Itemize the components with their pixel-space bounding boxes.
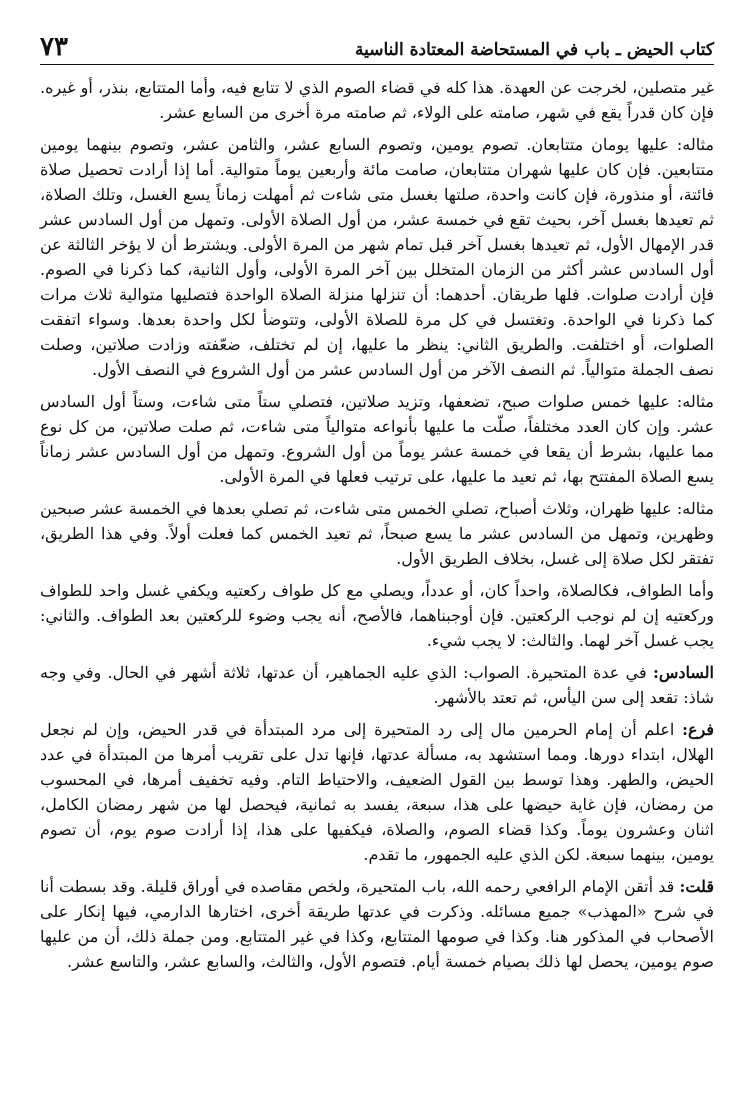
paragraph-text: مثاله: عليها خمس صلوات صبح، تضعفها، وتزيد صلاتين، فتصلي ستاً متى شاءت، وستاً أول السادس عشر. وإن كان العدد مختلفاً، صلّت ما عليها بأنواعه متوالياً متى شاءت، ثم صلت صلاتين، من كل نوع مما عليها، بشرط أن يقعا في خمسة عشر يوماً من أول الشروع. وتمهل من أول السادس عشر زماناً يسع الصلاة المفتتح بها، ثم تعيد ما عليها، على ترتيب فعلها في المرة الأولى.	[40, 392, 715, 486]
running-header	[40, 26, 714, 65]
paragraph-text: غير متصلين، لخرجت عن العهدة. هذا كله في قضاء الصوم الذي لا تتابع فيه، وأما المتتابع، بنذر، أو غيره. فإن كان قدراً يقع في شهر، صامته على الولاء، ثم صامته مرة أخرى من السابع عشر.	[40, 78, 714, 122]
paragraph-2	[40, 132, 714, 382]
note-heading: قلت:	[679, 877, 714, 896]
paragraph-text: في عدة المتحيرة. الصواب: الذي عليه الجماهير، أن عدتها، ثلاثة أشهر في الحال. وفي وجه شاذ: تقعد إلى سن اليأس، ثم تعتد بالأشهر.	[40, 663, 714, 707]
paragraph-text: مثاله: عليها ظهران، وثلاث أصباح، تصلي الخمس متى شاءت، ثم تصلي بعدها في الخمسة عشر صبحين وظهرين، وتمهل من السادس عشر ما يسع صبحاً، ثم تعيد الخمس كما فعلت أولاً. وفي هذا الطريق، تفتقر لكل صلاة إلى غسل، بخلاف الطريق الأول.	[40, 499, 714, 568]
paragraph-4	[40, 496, 714, 571]
paragraph-5	[40, 578, 714, 653]
paragraph-8	[40, 874, 714, 974]
paragraph-6	[40, 660, 714, 710]
header-title: كتاب الحيض ـ باب في المستحاضة المعتادة الناسية	[354, 40, 714, 60]
paragraph-text: مثاله: عليها يومان متتابعان. تصوم يومين، وتصوم السابع عشر، والثامن عشر، وتصوم بينهما يومين متتابعين. فإن كان عليها شهران متتابعان، صامت مائة وأربعين يوماً متوالية. أما إذا أرادت تحصيل صلاة فائتة، أو منذورة، فإن كانت واحدة، صلتها بغسل متى شاءت ثم أمهلت زماناً يسع الغسل، وتلك الصلاة، ثم تعيدها بغسل آخر، بحيث تقع في خمسة عشر، من أول الصلاة الأولى. وتمهل من أول السادس عشر قدر الإمهال الأول، ثم تعيدها بغسل آخر قبل تمام شهر من المرة الأولى. ويشترط أن لا يؤخر الثالثة عن أول السادس عشر أكثر من الزمان المتخلل بين آخر المرة الأولى، وأول الثانية، كما ذكرنا في الصوم. فإن أرادت صلوات. فلها طريقان. أحدهما: أن تنزلها منزلة الصلاة الواحدة فتصليها متوالية ثلاث مرات كما ذكرنا في الواحدة. وتغتسل في كل مرة للصلاة الأولى، وتتوضأ لكل واحدة بعدها. وسواء اتفقت الصلوات، أو اختلفت. والطريق الثاني: ينظر ما عليها، إن لم تختلف، ضعّفته وزادت صلاتين، وصلت نصف الجملة متوالياً. ثم النصف الآخر من أول السادس عشر من أول الشروع في النصف الأول.	[40, 135, 714, 379]
paragraph-7	[40, 717, 714, 867]
paragraph-3	[40, 389, 714, 489]
paragraph-1	[40, 75, 714, 125]
page-body	[40, 75, 714, 974]
paragraph-text: اعلم أن إمام الحرمين مال إلى رد المتحيرة إلى مرد المبتدأة في قدر الحيض، وإن لم نجعل الهلال، ابتداء دورها. ومما استشهد به، مسألة عدتها، فإنها تدل على تقريب أمرها من المبتدأة في عدد الحيض، والطهر. وهذا توسط بين القول الضعيف، والاحتياط التام. وفيه تخفيف أمرها، في المحسوب من رمضان، فإن غاية حيضها على هذا، سبعة، يفسد به ثمانية، فيحصل لها من شهر رمضان الكامل، اثنان وعشرون يوماً. وكذا قضاء الصوم، والصلاة، فيكفيها على هذا، إذا أرادت صوم يوم، أن تصوم يومين، بينهما سبعة. لكن الذي عليه الجمهور، ما تقدم.	[40, 720, 714, 864]
paragraph-text: قد أتقن الإمام الرافعي رحمه الله، باب المتحيرة، ولخص مقاصده في أوراق قليلة. وقد بسطت أنا في شرح «المهذب» جميع مسائله. وذكرت في عدتها طريقة أخرى، اختارها الدارمي، فيها إنكار على الأصحاب في المذكور هنا. وكذا في صومها المتتابع، وكذا في غير المتتابع. ومن جملة ذلك، أن من عليها صوم يومين، يحصل لها ذلك بصيام خمسة أيام. فتصوم الأول، والثالث، والسابع عشر، والتاسع عشر.	[40, 877, 714, 971]
section-heading-sixth: السادس:	[652, 663, 714, 682]
branch-heading: فرع:	[682, 720, 715, 739]
paragraph-text: وأما الطواف، فكالصلاة، واحداً كان، أو عدداً، ويصلي مع كل طواف ركعتيه ويكفي غسل واحد للطواف وركعتيه إن لم نوجب الركعتين. فإن أوجبناهما، فالأصح، أنه يجب وضوء للركعتين بعد الطواف. والثاني: يجب غسل آخر لهما. والثالث: لا يجب شيء.	[40, 581, 714, 650]
page-number: ٧٣	[40, 32, 68, 62]
